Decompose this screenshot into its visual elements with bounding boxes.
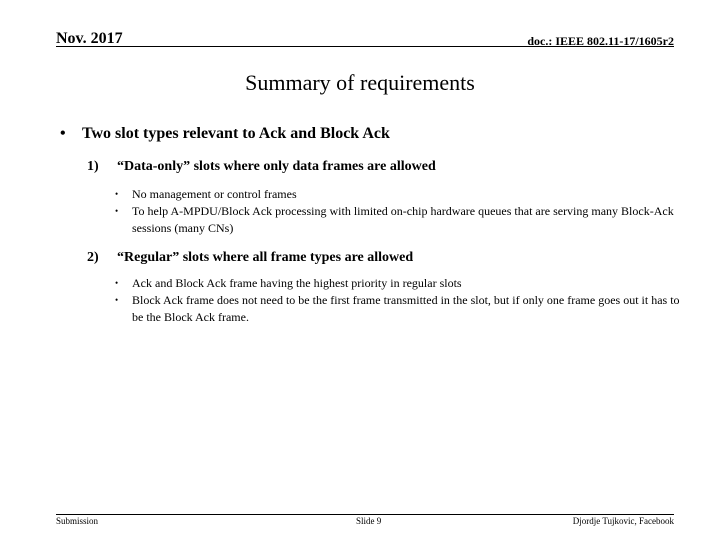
sub-bullet-text: No management or control frames — [132, 187, 297, 201]
bullet-icon: • — [60, 125, 66, 142]
numbered-item-2-text: “Regular” slots where all frame types are allowed — [117, 250, 414, 265]
numbered-item-2-number: 2) — [87, 250, 99, 265]
numbered-item-1 — [87, 158, 680, 176]
main-bullet-point — [60, 124, 680, 144]
bullet-icon: • — [115, 295, 119, 305]
header-divider — [56, 46, 674, 47]
sub-bullet-text: Block Ack frame does not need to be the first frame transmitted in the slot, but if only one frame goes out it has to be the Block Ack frame. — [132, 293, 680, 324]
sub-bullet — [115, 275, 680, 292]
numbered-item-2 — [87, 249, 680, 267]
header-date: Nov. 2017 — [56, 30, 123, 47]
bullet-icon: • — [115, 206, 119, 216]
footer-slide-number: Slide 9 — [356, 516, 382, 526]
item-1-sublist — [115, 186, 680, 237]
slide-body — [60, 124, 680, 326]
footer-author: Djordje Tujkovic, Facebook — [572, 516, 674, 526]
footer-submission: Submission — [56, 516, 99, 526]
sub-bullet-text: Ack and Block Ack frame having the highest priority in regular slots — [132, 276, 462, 290]
item-2-sublist — [115, 275, 680, 326]
sub-bullet — [115, 292, 680, 326]
numbered-item-1-text: “Data-only” slots where only data frames are allowed — [117, 159, 436, 174]
slide-title: Summary of requirements — [245, 70, 475, 95]
sub-bullet-text: To help A-MPDU/Block Ack processing with limited on-chip hardware queues that are serving many Block-Ack sessions (many CNs) — [132, 204, 674, 235]
footer-divider — [56, 514, 674, 515]
bullet-icon: • — [115, 278, 119, 288]
sub-bullet — [115, 186, 680, 203]
sub-bullet — [115, 203, 680, 237]
numbered-item-1-number: 1) — [87, 159, 99, 174]
main-bullet-text: Two slot types relevant to Ack and Block Ack — [82, 125, 390, 142]
bullet-icon: • — [115, 189, 119, 199]
header-doc-id: doc.: IEEE 802.11-17/1605r2 — [527, 34, 674, 48]
